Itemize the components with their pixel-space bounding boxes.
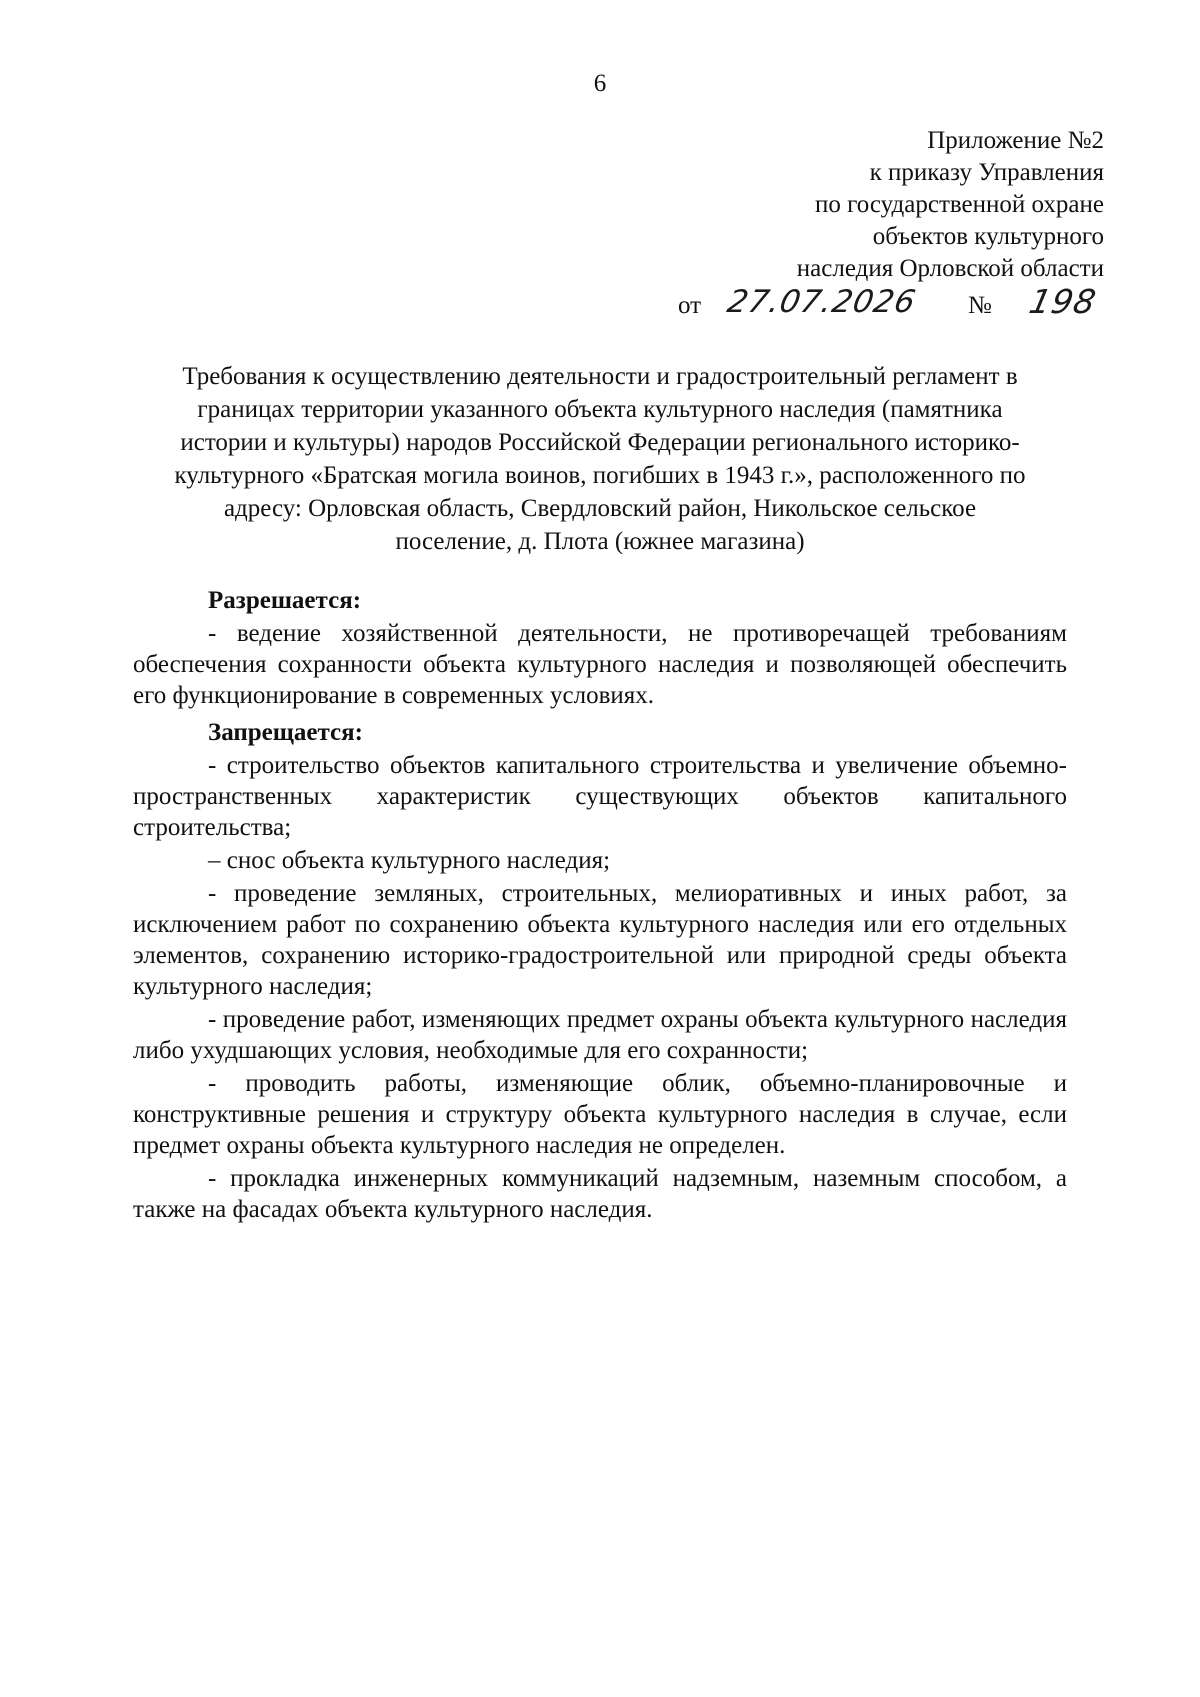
title-line: адресу: Орловская область, Свердловский район, Никольское сельское	[223, 495, 977, 522]
handwritten-number: 198	[1025, 282, 1101, 321]
prohibited-item: - прокладка инженерных коммуникаций надземным, наземным способом, а также на фасадах объекта культурного наследия.	[133, 1165, 1067, 1223]
from-label: от	[678, 292, 702, 319]
prohibited-item: - проведение земляных, строительных, мелиоративных и иных работ, за исключением работ по сохранению объекта культурного наследия или его отдельных элементов, сохранению историко-градостроительной или природной среды объекта культурного наследия;	[133, 880, 1067, 1000]
appendix-line: по государственной охране	[814, 191, 1104, 218]
title-line: Требования к осуществлению деятельности и градостроительный регламент в	[182, 363, 1018, 390]
handwritten-date: 27.07.2026	[724, 284, 920, 320]
prohibited-item: - проводить работы, изменяющие облик, объемно-планировочные и конструктивные решения и структуру объекта культурного наследия в случае, если предмет охраны объекта культурного наследия не определен.	[133, 1070, 1067, 1159]
appendix-header	[797, 125, 1104, 285]
prohibited-item: - строительство объектов капитального строительства и увеличение объемно-пространственных характеристик существующих объектов капитального строительства;	[133, 752, 1067, 841]
title-line: границах территории указанного объекта культурного наследия (памятника	[197, 396, 1003, 423]
order-date-number-line	[678, 282, 1118, 326]
title-line: истории и культуры) народов Российской Федерации регионального историко-	[180, 429, 1020, 456]
document-title	[118, 360, 1082, 558]
allowed-item: - ведение хозяйственной деятельности, не противоречащей требованиям обеспечения сохранности объекта культурного наследия и позволяющей обеспечить его функционирование в современных условиях.	[133, 620, 1067, 709]
title-line: поселение, д. Плота (южнее магазина)	[395, 528, 805, 555]
title-line: культурного «Братская могила воинов, погибших в 1943 г.», расположенного по	[174, 462, 1026, 489]
appendix-line: Приложение №2	[927, 127, 1104, 154]
prohibited-list	[133, 750, 1067, 1225]
prohibited-item: – снос объекта культурного наследия;	[208, 847, 611, 874]
appendix-line: объектов культурного	[872, 223, 1104, 250]
allowed-heading: Разрешается:	[208, 587, 362, 614]
appendix-line: наследия Орловской области	[796, 255, 1104, 282]
allowed-list	[133, 618, 1067, 711]
prohibited-item: - проведение работ, изменяющих предмет охраны объекта культурного наследия либо ухудшающих условия, необходимые для его сохранности;	[133, 1006, 1067, 1064]
prohibited-heading: Запрещается:	[208, 719, 364, 746]
document-body	[133, 585, 1067, 1226]
page-number: 6	[593, 70, 607, 97]
appendix-line: к приказу Управления	[869, 159, 1104, 186]
number-label: №	[968, 292, 992, 319]
